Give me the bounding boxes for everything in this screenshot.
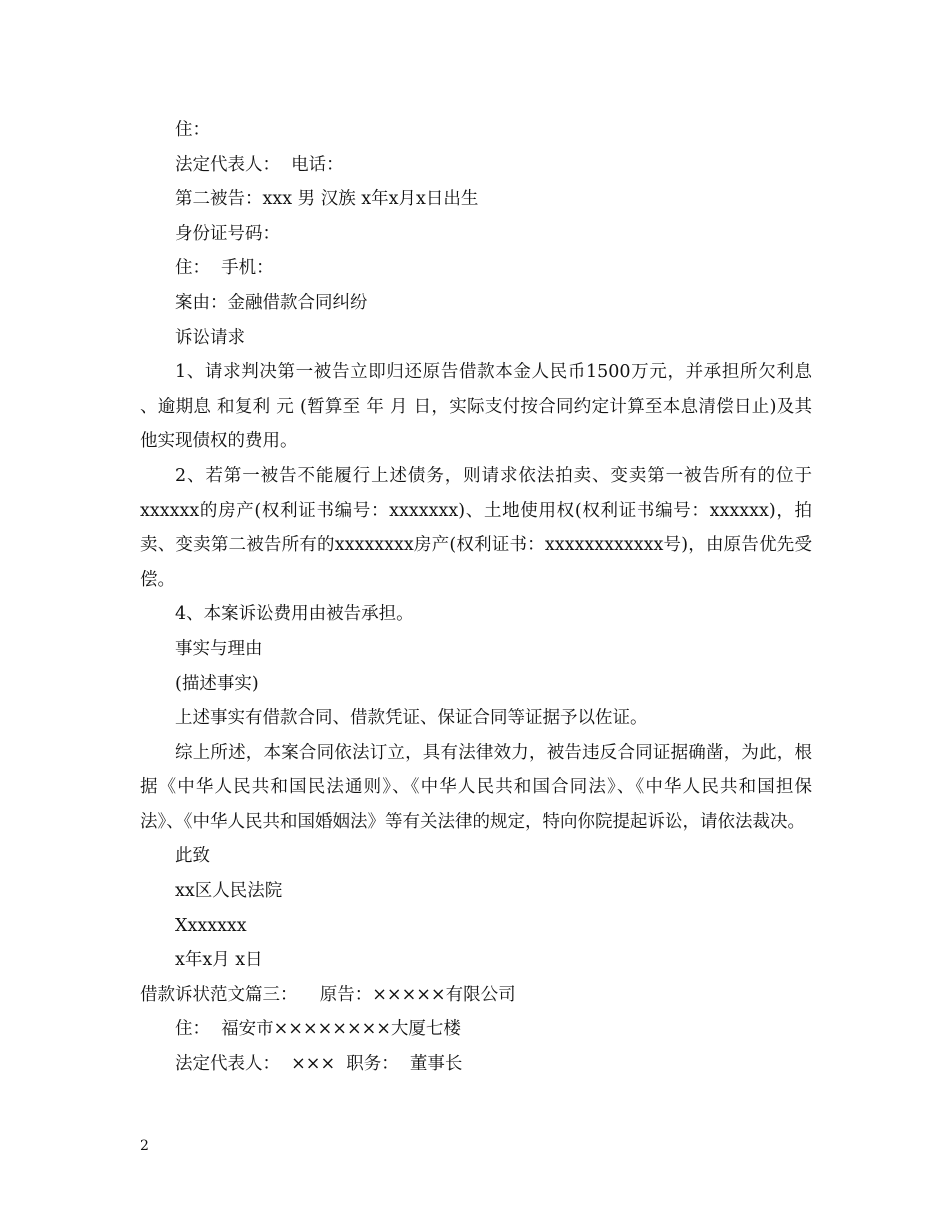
- paragraph: x年x月 x日: [175, 950, 263, 971]
- document-body: [140, 113, 818, 1082]
- paragraph: 此致: [175, 846, 210, 867]
- paragraph: xx区人民法院: [175, 881, 283, 902]
- paragraph: 2、若第一被告不能履行上述债务，则请求依法拍卖、变卖第一被告所有的位于xxxxxx的房产(权利证书编号：xxxxxxx)、土地使用权(权利证书编号：xxxxxx)，拍卖、变卖第二被告所有的xxxxxxxx房产(权利证书：xxxxxxxxxxxx号)，由原告优先受偿。: [140, 465, 812, 590]
- paragraph: 4、本案诉讼费用由被告承担。: [175, 604, 414, 625]
- paragraph: 1、请求判决第一被告立即归还原告借款本金人民币1500万元，并承担所欠利息 、逾期息 和复利 元 (暂算至 年 月 日，实际支付按合同约定计算至本息清偿日止)及其他实现债权的费用。: [140, 362, 818, 452]
- paragraph: 法定代表人： ××× 职务： 董事长: [175, 1054, 463, 1075]
- section-heading: 事实与理由: [175, 638, 263, 659]
- paragraph: 综上所述，本案合同依法订立，具有法律效力，被告违反合同证据确凿，为此，根据《中华人民共和国民法通则》、《中华人民共和国合同法》、《中华人民共和国担保法》、《中华人民共和国婚姻法》等有关法律的规定，特向你院提起诉讼，请依法裁决。: [140, 742, 812, 832]
- paragraph: 住：: [175, 120, 210, 140]
- paragraph: 身份证号码：: [175, 223, 280, 244]
- section-heading: 诉讼请求: [175, 327, 245, 348]
- paragraph: 第二被告：xxx 男 汉族 x年x月x日出生: [175, 189, 479, 210]
- paragraph: Xxxxxxx: [175, 915, 247, 936]
- page-number: 2: [140, 1138, 149, 1154]
- paragraph: 上述事实有借款合同、借款凭证、保证合同等证据予以佐证。: [175, 708, 648, 729]
- paragraph: (描述事实): [175, 673, 259, 694]
- paragraph: 借款诉状范文篇三： 原告：×××××有限公司: [140, 984, 516, 1005]
- paragraph: 住： 手机：: [175, 258, 274, 279]
- paragraph: 法定代表人： 电话：: [175, 154, 344, 175]
- paragraph: 住： 福安市××××××××大厦七楼: [175, 1019, 461, 1040]
- paragraph: 案由：金融借款合同纠纷: [175, 292, 368, 313]
